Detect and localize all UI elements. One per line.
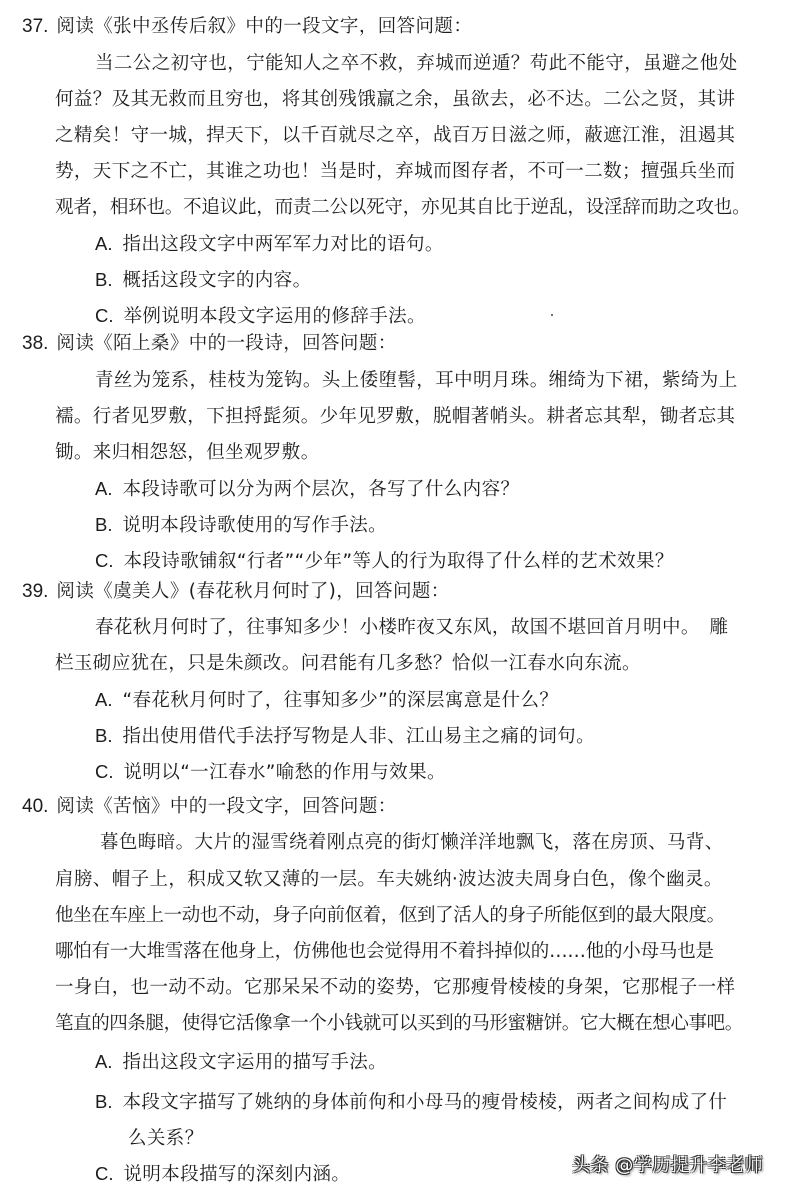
option-b [95,513,387,538]
passage-line: 笔直的四条腿，使得它活像拿一个小钱就可以买到的马形蜜糖饼。它大概在想心事吧。 [55,1013,743,1034]
option-b [95,268,312,293]
option-c [95,304,426,329]
passage-line: 观者，相环也。不追议此，而责二公以死守，亦见其自比于逆乱，设淫辞而助之攻也。 [55,197,751,218]
passage-line: 之精矣！守一城，捍天下，以千百就尽之卒，战百万日滋之师，蔽遮江淮，沮遏其 [55,125,736,146]
option-b [95,1090,727,1115]
option-text: 说明本段诗歌使用的写作手法。 [122,515,388,536]
question-header [22,795,397,819]
passage-line: 暮色晦暗。大片的湿雪绕着刚点亮的街灯懒洋洋地飘飞，落在房顶、马背、 [100,832,724,853]
option-text: 指出这段文字运用的描写手法。 [122,1052,388,1073]
option-a [95,232,444,257]
passage-line: 春花秋月何时了，往事知多少！小楼昨夜又东风，故国不堪回首月明中。 雕 [95,617,729,638]
option-label: B. [95,514,113,535]
passage-line: 栏玉砌应犹在，只是朱颜改。问君能有几多愁？恰似一江春水向东流。 [55,653,641,674]
question-number: 37. [22,16,49,37]
option-label: B. [95,1091,113,1112]
option-label: C. [95,305,114,326]
option-label: C. [95,1163,114,1184]
option-b [95,724,595,749]
question-number: 40. [22,796,49,817]
passage-line: 哪怕有一大堆雪落在他身上，仿佛他也会觉得用不着抖掉似的……他的小母马也是 [55,941,714,962]
option-label: A. [95,478,113,499]
option-label: C. [95,550,114,571]
question-header [22,332,397,356]
passage-line: 肩膀、帽子上，积成又软又薄的一层。车夫姚纳·波达波夫周身白色，像个幽灵。 [55,869,723,890]
question-title: 阅读《苦恼》中的一段文字，回答问题： [56,796,397,817]
option-a [95,477,519,502]
passage-line: 当二公之初守也，宁能知人之卒不救，弃城而逆遁？苟此不能守，虽避之他处 [95,53,738,74]
question-title: 阅读《张中丞传后叙》中的一段文字，回答问题： [56,16,473,37]
option-c [95,549,674,574]
passage-line: 青丝为笼系，桂枝为笼钩。头上倭堕髻，耳中明月珠。缃绮为下裙，紫绮为上 [95,370,738,391]
option-b-continuation: 么关系？ [128,1128,204,1149]
option-label: A. [95,1051,113,1072]
question-header [22,580,450,604]
scan-speck [551,314,553,316]
question-header [22,15,472,39]
option-text: 本段文字描写了姚纳的身体前佝和小母马的瘦骨棱棱，两者之间构成了什 [122,1092,728,1113]
passage-line: 锄。来归相怨怒，但坐观罗敷。 [55,442,320,463]
watermark: 头条 @学历提升李老师 [572,1155,764,1176]
option-a [95,688,558,713]
passage-line: 襦。行者见罗敷，下担捋髭须。少年见罗敷，脱帽著帩头。耕者忘其犁，锄者忘其 [55,406,736,427]
option-text: 说明本段描写的深刻内涵。 [123,1164,351,1185]
option-text: 概括这段文字的内容。 [122,270,312,291]
passage-line: 他坐在车座上一动也不动，身子向前伛着，伛到了活人的身子所能伛到的最大限度。 [55,905,725,926]
passage-line: 一身白，也一动不动。它那呆呆不动的姿势，它那瘦骨棱棱的身架，它那棍子一样 [55,977,736,998]
passage-line: 势，天下之不亡，其谁之功也！当是时，弃城而图存者，不可一二数；擅强兵坐而 [55,161,736,182]
question-title: 阅读《虞美人》(春花秋月何时了)，回答问题： [56,581,450,602]
option-text: 举例说明本段文字运用的修辞手法。 [123,306,426,327]
option-label: A. [95,233,113,254]
option-a [95,1050,387,1075]
option-text: 说明以“一江春水”喻愁的作用与效果。 [123,762,446,783]
question-number: 39. [22,581,49,602]
option-label: B. [95,725,113,746]
option-label: A. [95,689,113,710]
option-text: 本段诗歌铺叙“行者”“少年”等人的行为取得了什么样的艺术效果？ [123,551,674,572]
passage-line: 何益？及其无救而且穷也，将其创残饿羸之余，虽欲去，必不达。二公之贤，其讲 [55,89,736,110]
option-label: B. [95,269,113,290]
question-title: 阅读《陌上桑》中的一段诗，回答问题： [56,333,397,354]
option-label: C. [95,761,114,782]
question-number: 38. [22,333,49,354]
option-text: 指出使用借代手法抒写物是人非、江山易主之痛的词句。 [122,726,595,747]
option-text: 指出这段文字中两军军力对比的语句。 [122,234,444,255]
option-text: “春花秋月何时了，往事知多少”的深层寓意是什么？ [122,690,559,711]
option-text: 本段诗歌可以分为两个层次，各写了什么内容？ [122,479,520,500]
option-c [95,1162,350,1187]
option-c [95,760,446,785]
